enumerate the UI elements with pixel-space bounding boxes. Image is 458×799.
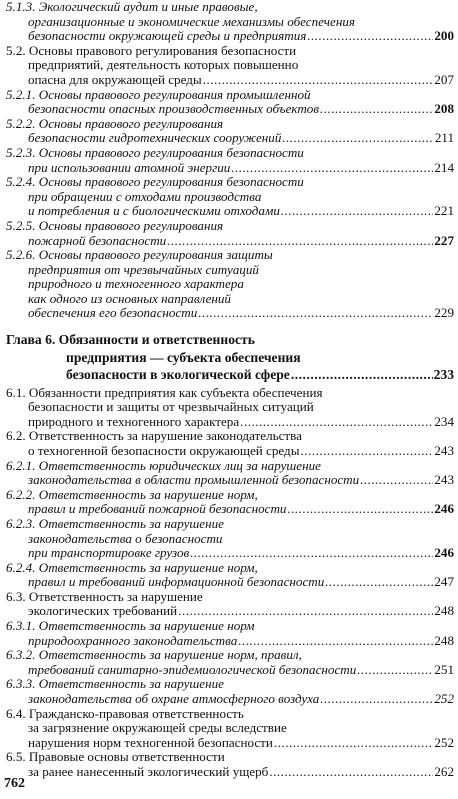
dot-leader [269,765,433,780]
toc-page-ref: 262 [434,764,454,779]
toc-page-ref: 252 [434,691,454,707]
dot-leader [301,444,434,459]
dot-leader [190,546,433,561]
toc-entry-line: 6.2.4. Ответственность за нарушение норм, [6,560,258,575]
dot-leader [307,29,433,44]
toc-entry[interactable] [6,0,454,44]
toc-entry-line: 5.1.3. Экологический аудит и иные правовые, [6,0,258,14]
toc-entry[interactable] [6,750,454,779]
toc-page-ref: 248 [434,632,454,648]
toc-entry-line: 6.5. Правовые основы ответственности [6,750,225,765]
toc-page-ref: 246 [434,501,454,517]
toc-entry[interactable] [6,707,454,751]
toc-entry-line: законодательства об охране атмосферного воздуха [28,691,320,707]
dot-leader [203,73,434,88]
toc-page-ref: 243 [434,472,454,488]
toc-entry-line: законодательства в области промышленной безопасности [28,472,360,488]
toc-entry-line: обеспечения его безопасности [28,305,198,321]
toc-entry[interactable] [6,590,454,619]
toc-entry-line: 6.2. Ответственность за нарушение законодательства [6,429,302,444]
dot-leader [198,306,433,321]
toc-page-ref: 207 [434,71,454,87]
toc-page-ref: 243 [434,442,454,458]
toc-entry-line: предприятия — субъекта обеспечения [66,349,301,365]
toc-entry[interactable] [6,677,454,706]
toc-entry[interactable] [6,517,454,561]
table-of-contents [6,0,454,780]
toc-entry-line: как одного из основных направлений [28,291,231,306]
toc-entry-line: организационные и экономические механизмы обеспечения [28,14,355,29]
toc-entry-line: безопасности и защиты от чрезвычайных ситуаций [28,400,314,415]
toc-page-ref: 252 [434,734,454,750]
dot-leader [282,131,433,146]
toc-entry[interactable] [6,648,454,677]
page-number: 762 [4,776,25,791]
toc-page-ref: 234 [434,413,454,429]
dot-leader [167,234,433,249]
toc-entry-line: при транспортировке грузов [28,545,190,561]
toc-entry-line: правил и требований информационной безопасности [28,574,325,590]
toc-entry-line: предприятия от чрезвычайных ситуаций [28,262,259,277]
toc-entry-line: безопасности опасных производственных объектов [28,101,320,117]
toc-entry-line: предприятий, деятельность которых повышенно [28,58,299,73]
dot-leader [287,502,433,517]
toc-entry-line: безопасности окружающей среды и предприятия [28,28,307,44]
toc-entry[interactable] [6,429,454,458]
toc-entry-line: 5.2.4. Основы правового регулирования безопасности [6,175,304,190]
toc-entry-line: 6.4. Гражданско-правовая ответственность [6,706,244,721]
toc-page-ref: 200 [434,28,454,44]
toc-entry-line: 5.2. Основы правового регулирования безопасности [6,43,297,58]
toc-entry[interactable] [6,175,454,219]
toc-entry-line: природоохранного законодательства [28,632,238,648]
toc-entry-line: о техногенной безопасности окружающей среды [28,442,300,458]
toc-entry-line: 6.3.3. Ответственность за нарушение [6,677,224,692]
toc-entry-line: требований санитарно-эпидемиологической безопасности [28,661,357,677]
toc-page-ref: 233 [433,367,454,383]
toc-page-ref: 247 [434,574,454,590]
toc-entry-line: за ранее нанесенный экологический ущерб [28,764,269,779]
toc-entry-line: природного и техногенного характера [28,413,240,429]
toc-entry-line: 5.2.2. Основы правового регулирования [6,116,224,131]
toc-page-ref: 214 [434,159,454,175]
toc-entry-line: и потребления и с биологическими отходами [28,203,280,219]
toc-entry-line: опасна для окружающей среды [28,71,202,87]
toc-entry-line: 6.2.2. Ответственность за нарушение норм, [6,487,258,502]
toc-entry-line: 6.3. Ответственность за нарушение [6,589,203,604]
toc-entry-line: 6.2.1. Ответственность юридических лиц за нарушение [6,458,321,473]
dot-leader [357,663,433,678]
dot-leader [274,736,433,751]
toc-entry-line: за загрязнение окружающей среды вследствие [28,721,287,736]
toc-entry[interactable] [6,88,454,117]
toc-page-ref: 246 [434,545,454,561]
toc-page-ref: 248 [434,603,454,619]
toc-entry[interactable] [6,386,454,430]
dot-leader [320,692,433,707]
toc-entry[interactable] [6,619,454,648]
toc-entry-line: природного и техногенного характера [28,277,244,292]
dot-leader [178,604,433,619]
toc-entry-line: экологических требований [28,603,178,619]
toc-entry-line: при обращении с отходами производства [28,189,262,204]
toc-entry[interactable] [6,561,454,590]
dot-leader [291,366,433,384]
toc-entry-line: пожарной безопасности [28,232,167,248]
dot-leader [360,473,433,488]
toc-entry[interactable] [6,219,454,248]
toc-entry-line: 5.2.5. Основы правового регулирования [6,218,224,233]
toc-entry-line: законодательства о безопасности [28,531,223,546]
toc-entry-line: 5.2.3. Основы правового регулирования безопасности [6,145,304,160]
dot-leader [240,415,433,430]
toc-entry[interactable] [6,488,454,517]
toc-entry-line: 6.1. Обязанности предприятия как субъекта обеспечения [6,385,323,400]
toc-entry-line: 6.3.1. Ответственность за нарушение норм [6,619,255,634]
toc-entry[interactable] [6,117,454,146]
toc-entry-line: безопасности в экологической сфере [66,367,290,383]
toc-entry-line: безопасности гидротехнических сооружений [28,130,282,146]
toc-page-ref: 229 [434,305,454,321]
toc-entry-line: при использовании атомной энергии [28,159,231,175]
dot-leader [320,102,433,117]
toc-entry[interactable] [6,44,454,88]
dot-leader [238,634,433,649]
toc-entry-line: правил и требований пожарной безопасности [28,501,287,517]
toc-entry-line: 5.2.6. Основы правового регулирования защиты [6,248,273,263]
toc-page-ref: 221 [434,203,454,219]
toc-entry[interactable] [6,459,454,488]
toc-entry[interactable] [6,146,454,175]
dot-leader [231,161,433,176]
toc-page-ref: 227 [434,232,454,248]
dot-leader [281,204,433,219]
toc-page-ref: 251 [434,661,454,677]
toc-entry[interactable] [6,248,454,321]
toc-entry-line: нарушения норм техногенной безопасности [28,734,273,750]
toc-entry[interactable] [6,331,454,384]
toc-entry-line: 5.2.1. Основы правового регулирования промышленной [6,87,311,102]
toc-entry-line: 6.2.3. Ответственность за нарушение [6,516,224,531]
toc-entry-line: Глава 6. Обязанности и ответственность [6,332,255,348]
toc-page-ref: 211 [434,130,454,146]
toc-entry-line: 6.3.2. Ответственность за нарушение норм, правил, [6,648,302,663]
toc-page-ref: 208 [434,101,454,117]
dot-leader [325,575,433,590]
